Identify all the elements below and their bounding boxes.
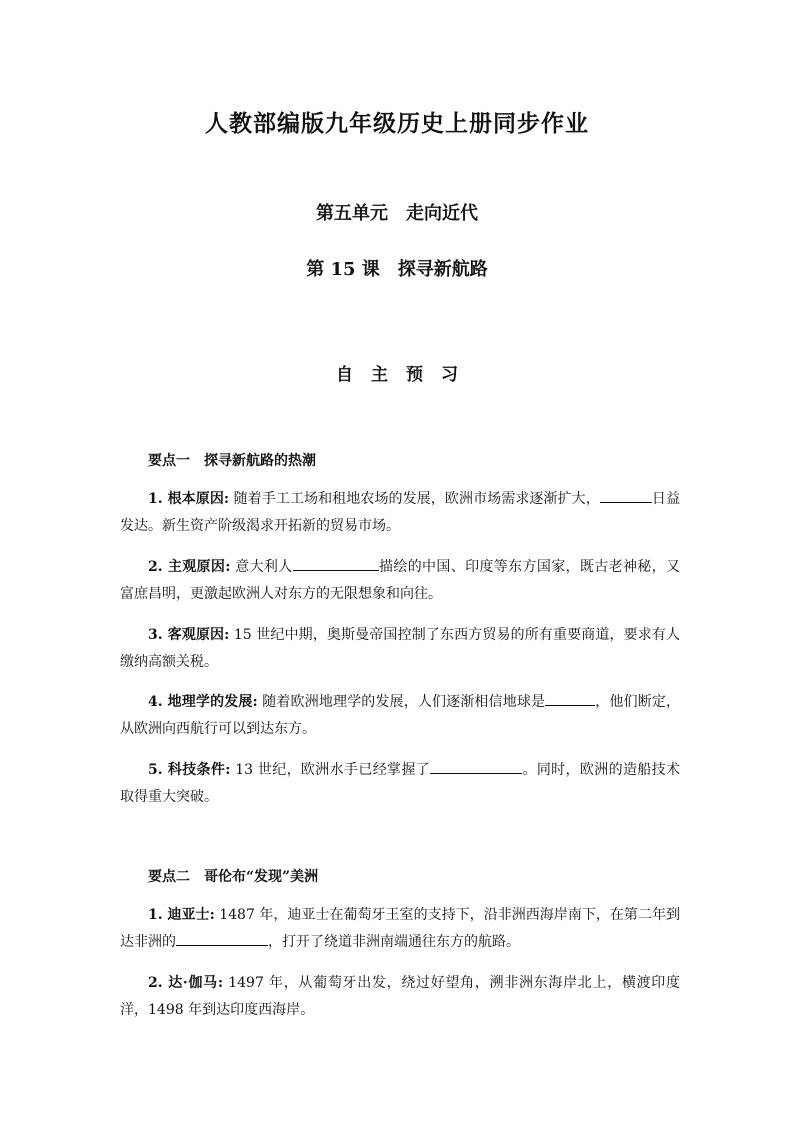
unit-title: 第五单元 走向近代 <box>316 203 478 224</box>
keypoint-1-item-2 <box>120 554 680 608</box>
item-label: 1. 迪亚士: <box>148 907 215 923</box>
item-text: 。同时，欧洲的造船技术取得重大突破。 <box>120 762 680 805</box>
item-text: 意大利人 <box>230 559 293 575</box>
keypoint-1-item-3 <box>120 622 680 676</box>
keypoint-1-item-1 <box>120 486 680 540</box>
keypoint-2-title: 要点二 哥伦布“发现”美洲 <box>148 869 319 885</box>
item-text: ，打开了绕道非洲南端通往东方的航路。 <box>268 934 520 950</box>
item-label: 3. 客观原因: <box>148 627 230 643</box>
lesson-title: 第 15 课 探寻新航路 <box>306 259 488 280</box>
item-label: 2. 主观原因: <box>148 559 231 575</box>
item-text: ，他们断定，从欧洲向西航行可以到达东方。 <box>120 694 681 737</box>
document-title: 人教部编版九年级历史上册同步作业 <box>205 110 589 137</box>
item-text: 描绘的中国、印度等东方国家，既古老神秘，又富庶昌明，更激起欧洲人对东方的无限想象和向往。 <box>120 559 681 602</box>
answer-blank[interactable] <box>176 931 268 946</box>
section-title: 自主预习 <box>336 365 476 385</box>
item-text: 1497 年，从葡萄牙出发，绕过好望角，溯非洲东海岸北上，横渡印度洋，1498 年到达印度西海岸。 <box>120 975 681 1018</box>
item-text: 13 世纪，欧洲水手已经掌握了 <box>230 762 431 778</box>
item-text: 随着欧洲地理学的发展，人们逐渐相信地球是 <box>257 694 546 710</box>
item-label: 4. 地理学的发展: <box>148 694 258 710</box>
keypoint-2-item-2 <box>120 970 680 1024</box>
keypoint-1-title: 要点一 探寻新航路的热潮 <box>148 453 316 469</box>
item-text: 15 世纪中期，奥斯曼帝国控制了东西方贸易的所有重要商道，要求有人缴纳高额关税。 <box>120 627 680 670</box>
keypoint-1-item-4 <box>120 689 680 743</box>
keypoint-2-item-1 <box>120 902 680 956</box>
answer-blank[interactable] <box>600 488 652 503</box>
item-label: 5. 科技条件: <box>148 762 231 778</box>
answer-blank[interactable] <box>545 691 595 706</box>
item-label: 1. 根本原因: <box>148 491 230 507</box>
keypoint-1-item-5 <box>120 757 680 811</box>
answer-blank[interactable] <box>430 759 522 774</box>
item-text: 1487 年，迪亚士在葡萄牙王室的支持下，沿非洲西海岸南下，在第二年到达非洲的 <box>120 907 680 950</box>
answer-blank[interactable] <box>293 556 379 571</box>
item-label: 2. 达·伽马: <box>148 975 224 991</box>
item-text: 随着手工工场和租地农场的发展，欧洲市场需求逐渐扩大， <box>229 491 600 507</box>
item-text: 日益发达。新生资产阶级渴求开拓新的贸易市场。 <box>120 491 680 534</box>
